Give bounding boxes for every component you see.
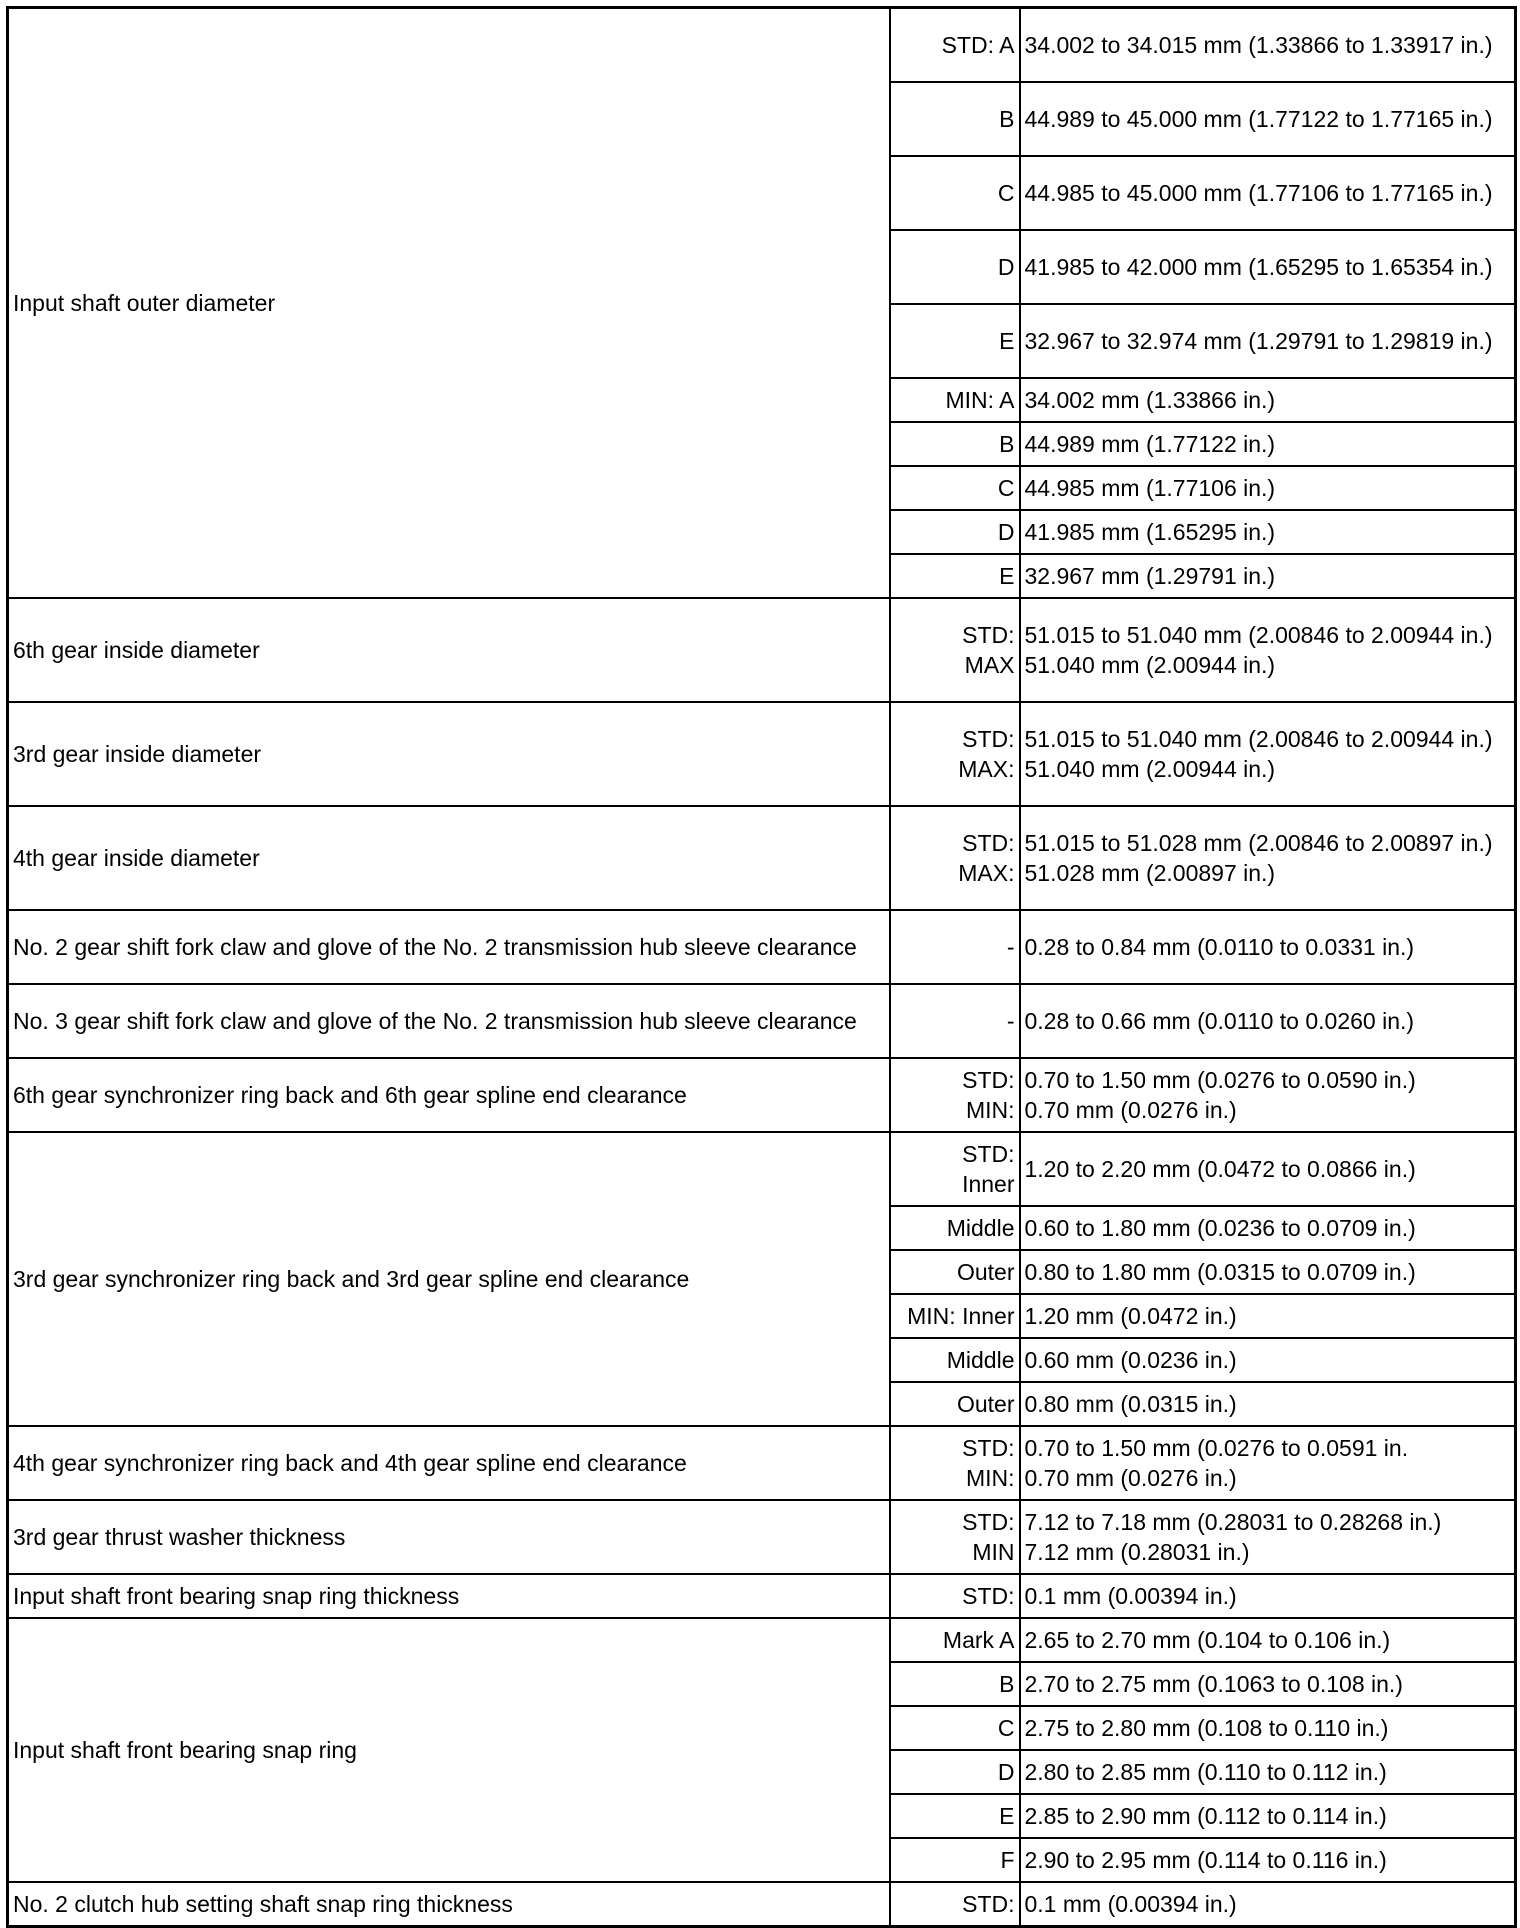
spec-label: STD: <box>890 1574 1020 1618</box>
spec-value: 34.002 to 34.015 mm (1.33866 to 1.33917 in.) <box>1020 8 1516 83</box>
spec-label: STD: MIN: <box>890 1426 1020 1500</box>
spec-label: STD: MAX: <box>890 806 1020 910</box>
item-name: Input shaft front bearing snap ring <box>8 1618 890 1882</box>
item-name: 3rd gear synchronizer ring back and 3rd gear spline end clearance <box>8 1132 890 1426</box>
table-row <box>8 1426 1516 1500</box>
spec-value: 0.1 mm (0.00394 in.) <box>1020 1882 1516 1927</box>
spec-label: STD: MAX <box>890 598 1020 702</box>
spec-value: 2.70 to 2.75 mm (0.1063 to 0.108 in.) <box>1020 1662 1516 1706</box>
spec-value: 51.015 to 51.028 mm (2.00846 to 2.00897 in.) 51.028 mm (2.00897 in.) <box>1020 806 1516 910</box>
spec-value: 1.20 to 2.20 mm (0.0472 to 0.0866 in.) <box>1020 1132 1516 1206</box>
spec-value: 0.80 mm (0.0315 in.) <box>1020 1382 1516 1426</box>
spec-sheet <box>6 6 1517 1928</box>
item-name: No. 2 clutch hub setting shaft snap ring thickness <box>8 1882 890 1927</box>
table-row <box>8 8 1516 83</box>
spec-value: 0.70 to 1.50 mm (0.0276 to 0.0590 in.) 0.70 mm (0.0276 in.) <box>1020 1058 1516 1132</box>
spec-label: E <box>890 554 1020 598</box>
spec-value: 0.60 mm (0.0236 in.) <box>1020 1338 1516 1382</box>
table-row <box>8 1882 1516 1927</box>
spec-value: 7.12 to 7.18 mm (0.28031 to 0.28268 in.) 7.12 mm (0.28031 in.) <box>1020 1500 1516 1574</box>
spec-label: - <box>890 984 1020 1058</box>
table-row <box>8 1574 1516 1618</box>
spec-value: 0.1 mm (0.00394 in.) <box>1020 1574 1516 1618</box>
table-row <box>8 910 1516 984</box>
spec-value: 2.90 to 2.95 mm (0.114 to 0.116 in.) <box>1020 1838 1516 1882</box>
spec-label: - <box>890 910 1020 984</box>
spec-value: 44.989 to 45.000 mm (1.77122 to 1.77165 in.) <box>1020 82 1516 156</box>
spec-label: STD: <box>890 1882 1020 1927</box>
spec-value: 0.70 to 1.50 mm (0.0276 to 0.0591 in. 0.70 mm (0.0276 in.) <box>1020 1426 1516 1500</box>
spec-value: 41.985 mm (1.65295 in.) <box>1020 510 1516 554</box>
spec-value: 2.65 to 2.70 mm (0.104 to 0.106 in.) <box>1020 1618 1516 1662</box>
item-name: 6th gear synchronizer ring back and 6th gear spline end clearance <box>8 1058 890 1132</box>
spec-label: STD: A <box>890 8 1020 83</box>
spec-value: 51.015 to 51.040 mm (2.00846 to 2.00944 in.) 51.040 mm (2.00944 in.) <box>1020 598 1516 702</box>
spec-label: Middle <box>890 1206 1020 1250</box>
spec-label: Mark A <box>890 1618 1020 1662</box>
spec-label: C <box>890 1706 1020 1750</box>
spec-label: D <box>890 230 1020 304</box>
spec-label: F <box>890 1838 1020 1882</box>
spec-value: 44.985 mm (1.77106 in.) <box>1020 466 1516 510</box>
spec-label: C <box>890 156 1020 230</box>
spec-value: 2.85 to 2.90 mm (0.112 to 0.114 in.) <box>1020 1794 1516 1838</box>
spec-value: 32.967 to 32.974 mm (1.29791 to 1.29819 in.) <box>1020 304 1516 378</box>
spec-label: C <box>890 466 1020 510</box>
spec-value: 0.60 to 1.80 mm (0.0236 to 0.0709 in.) <box>1020 1206 1516 1250</box>
spec-label: E <box>890 1794 1020 1838</box>
table-row <box>8 984 1516 1058</box>
spec-value: 41.985 to 42.000 mm (1.65295 to 1.65354 in.) <box>1020 230 1516 304</box>
spec-label: D <box>890 510 1020 554</box>
spec-label: B <box>890 422 1020 466</box>
spec-value: 44.989 mm (1.77122 in.) <box>1020 422 1516 466</box>
item-name: Input shaft front bearing snap ring thickness <box>8 1574 890 1618</box>
spec-label: STD: MIN <box>890 1500 1020 1574</box>
spec-label: Outer <box>890 1382 1020 1426</box>
spec-value: 51.015 to 51.040 mm (2.00846 to 2.00944 in.) 51.040 mm (2.00944 in.) <box>1020 702 1516 806</box>
item-name: 4th gear synchronizer ring back and 4th gear spline end clearance <box>8 1426 890 1500</box>
table-row <box>8 598 1516 702</box>
spec-table <box>6 6 1517 1928</box>
spec-value: 2.80 to 2.85 mm (0.110 to 0.112 in.) <box>1020 1750 1516 1794</box>
item-name: 3rd gear thrust washer thickness <box>8 1500 890 1574</box>
spec-value: 34.002 mm (1.33866 in.) <box>1020 378 1516 422</box>
item-name: No. 3 gear shift fork claw and glove of the No. 2 transmission hub sleeve clearance <box>8 984 890 1058</box>
spec-label: STD: MAX: <box>890 702 1020 806</box>
item-name: 4th gear inside diameter <box>8 806 890 910</box>
table-row <box>8 806 1516 910</box>
spec-value: 0.28 to 0.84 mm (0.0110 to 0.0331 in.) <box>1020 910 1516 984</box>
spec-label: MIN: A <box>890 378 1020 422</box>
spec-value: 44.985 to 45.000 mm (1.77106 to 1.77165 in.) <box>1020 156 1516 230</box>
spec-label: Middle <box>890 1338 1020 1382</box>
spec-label: D <box>890 1750 1020 1794</box>
spec-value: 2.75 to 2.80 mm (0.108 to 0.110 in.) <box>1020 1706 1516 1750</box>
table-row <box>8 1058 1516 1132</box>
spec-label: B <box>890 1662 1020 1706</box>
item-name: 3rd gear inside diameter <box>8 702 890 806</box>
spec-label: B <box>890 82 1020 156</box>
spec-label: Outer <box>890 1250 1020 1294</box>
table-row <box>8 702 1516 806</box>
spec-value: 32.967 mm (1.29791 in.) <box>1020 554 1516 598</box>
spec-label: STD: MIN: <box>890 1058 1020 1132</box>
item-name: 6th gear inside diameter <box>8 598 890 702</box>
spec-label: E <box>890 304 1020 378</box>
item-name: Input shaft outer diameter <box>8 8 890 599</box>
spec-value: 0.80 to 1.80 mm (0.0315 to 0.0709 in.) <box>1020 1250 1516 1294</box>
spec-value: 0.28 to 0.66 mm (0.0110 to 0.0260 in.) <box>1020 984 1516 1058</box>
table-row <box>8 1618 1516 1662</box>
table-row <box>8 1500 1516 1574</box>
spec-label: STD: Inner <box>890 1132 1020 1206</box>
item-name: No. 2 gear shift fork claw and glove of the No. 2 transmission hub sleeve clearance <box>8 910 890 984</box>
table-row <box>8 1132 1516 1206</box>
spec-label: MIN: Inner <box>890 1294 1020 1338</box>
spec-value: 1.20 mm (0.0472 in.) <box>1020 1294 1516 1338</box>
